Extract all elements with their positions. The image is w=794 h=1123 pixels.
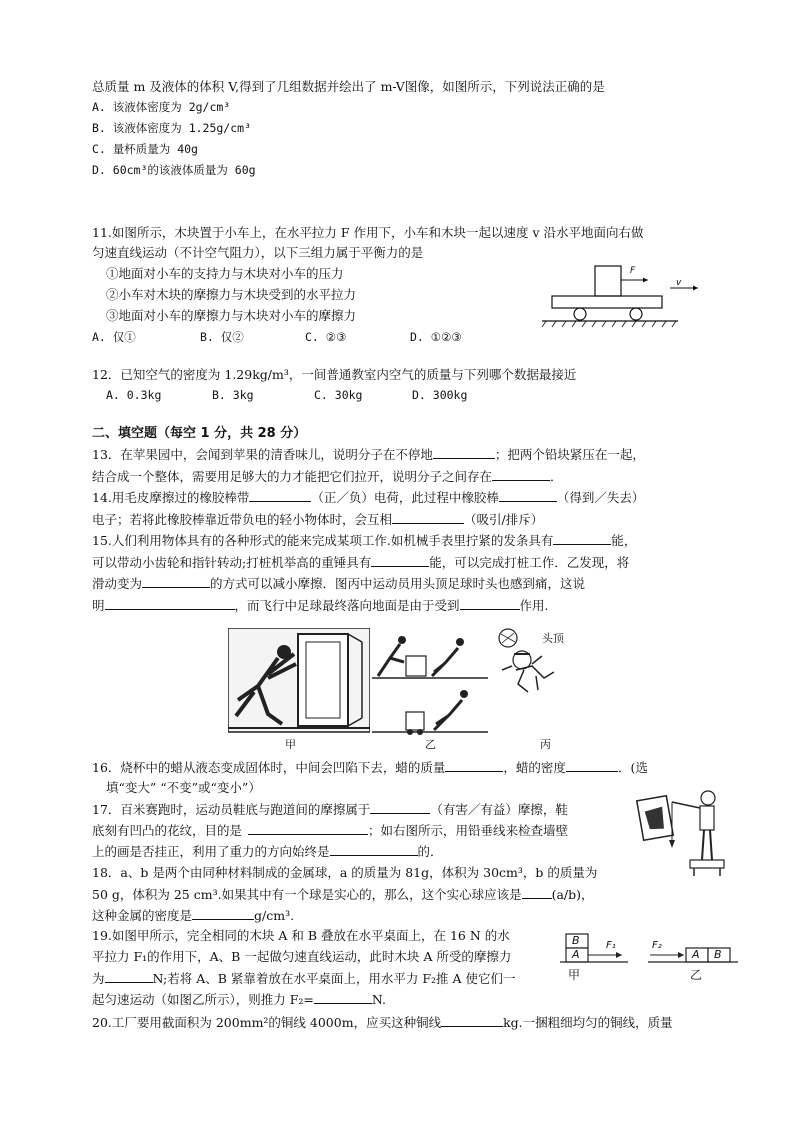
q15-line1: 15.人们利用物体具有的各种形式的能来完成某项工作.如机械手表里拧紧的发条具有 能， bbox=[92, 533, 637, 548]
answer-blank[interactable] bbox=[392, 511, 464, 524]
wood-block bbox=[595, 266, 621, 296]
q19-line1: 19.如图甲所示，完全相同的木块 A 和 B 叠放在水平桌面上，在 16 N 的水 bbox=[92, 928, 510, 943]
label-b: B bbox=[572, 934, 580, 947]
q11-item-3: ③地面对小车的摩擦力与木块对小车的摩擦力 bbox=[106, 308, 357, 323]
figure-label-yi: 乙 bbox=[425, 738, 436, 751]
answer-blank[interactable] bbox=[441, 1014, 503, 1027]
q12-option-d: D. 300kg bbox=[412, 388, 468, 402]
answer-blank[interactable] bbox=[370, 801, 430, 814]
cart-wheel bbox=[574, 308, 586, 320]
q11-line2: 匀速直线运动（不计空气阻力），以下三组力属于平衡力的是 bbox=[92, 245, 424, 260]
q14-line1: 14.用毛皮摩擦过的橡胶棒带 （正／负）电荷，此过程中橡胶棒 （得到／失去） bbox=[92, 490, 645, 505]
answer-blank[interactable] bbox=[192, 907, 254, 920]
q13-line2: 结合成一个整体，需要用足够大的力才能把它们拉开，说明分子之间存在 ． bbox=[92, 469, 563, 484]
figure-yi-pushing-box bbox=[372, 628, 488, 736]
q10-option-c: C. 量杯质量为 40g bbox=[92, 142, 198, 156]
q10-stem: 总质量 m 及液体的体积 V,得到了几组数据并绘出了 m-V图像，如图所示，下列说法正确的是 bbox=[92, 79, 605, 94]
q14-line2: 电子；若将此橡胶棒靠近带负电的轻小物体时，会互相 （吸引/排斥） bbox=[92, 512, 544, 527]
q15-line2: 可以带动小齿轮和指针转动;打桩机举高的重锤具有 能，可以完成打桩工作．乙发现，将 bbox=[92, 555, 630, 570]
q11-item-2: ②小车对木块的摩擦力与木块受到的水平拉力 bbox=[106, 287, 357, 302]
answer-blank[interactable] bbox=[330, 843, 418, 856]
answer-blank[interactable] bbox=[522, 886, 552, 899]
cart-wheel bbox=[630, 308, 642, 320]
q11-option-a: A. 仅① bbox=[92, 330, 136, 344]
answer-blank[interactable] bbox=[445, 759, 503, 772]
q11-line1: 11.如图所示，木块置于小车上，在水平拉力 F 作用下，小车和木块一起以速度 v 沿水平地面向右做 bbox=[92, 225, 644, 240]
q11-cart-figure bbox=[540, 258, 715, 330]
answer-blank[interactable] bbox=[248, 822, 368, 835]
label-a: A bbox=[572, 948, 580, 961]
q15-line3: 滑动变为 的方式可以减小摩擦．图丙中运动员用头顶足球时头也感到痛，这说 bbox=[92, 576, 586, 591]
label-jia: 甲 bbox=[568, 968, 581, 982]
q11-option-c: C. ②③ bbox=[305, 330, 347, 344]
cart-body bbox=[552, 296, 662, 308]
q20-line1: 20.工厂要用截面积为 200mm²的铜线 4000m，应买这种铜线 kg.一捆粗细均匀的铜线，质量 bbox=[92, 1015, 673, 1030]
figure-label-bing: 丙 bbox=[540, 738, 551, 751]
label-f2: F₂ bbox=[652, 940, 662, 951]
answer-blank[interactable] bbox=[433, 446, 495, 459]
q16-line1: 16．烧杯中的蜡从液态变成固体时，中间会凹陷下去，蜡的质量 ，蜡的密度 ．(选 bbox=[92, 760, 648, 775]
answer-blank[interactable] bbox=[105, 597, 235, 610]
q13-line1: 13．在苹果园中，会闻到苹果的清香味儿，说明分子在不停地 ；把两个铅块紧压在一起， bbox=[92, 447, 645, 462]
answer-blank[interactable] bbox=[142, 575, 210, 588]
head-label: 头顶 bbox=[542, 632, 564, 645]
label-a2: A bbox=[692, 948, 700, 961]
label-yi: 乙 bbox=[690, 968, 703, 982]
q11-option-d: D. ①②③ bbox=[410, 330, 462, 344]
q17-line3: 上的画是否挂正，利用了重力的方向始终是 的． bbox=[92, 844, 443, 859]
q19-line4: 起匀速运动（如图乙所示），则推力 F₂= N. bbox=[92, 992, 387, 1007]
q10-option-a: A. 该液体密度为 2g/cm³ bbox=[92, 100, 231, 114]
force-label: F bbox=[630, 266, 636, 276]
q18-line1: 18．a、b 是两个由同种材料制成的金属球，a 的质量为 81g，体积为 30cm³，b 的质量为 bbox=[92, 865, 598, 880]
q19-line2: 平拉力 F₁的作用下，A、B 一起做匀速直线运动，此时木块 A 所受的摩擦力 bbox=[92, 949, 512, 964]
answer-blank[interactable] bbox=[492, 468, 550, 481]
figure-blocks bbox=[560, 930, 740, 970]
q19-line3: 为 N;若将 A、B 紧靠着放在水平桌面上，用水平力 F₂推 A 使它们一 bbox=[92, 971, 516, 986]
q16-line2: 填“变大” “不变”或“变小”） bbox=[106, 780, 261, 795]
q12-option-b: B. 3kg bbox=[212, 388, 254, 402]
answer-blank[interactable] bbox=[371, 554, 429, 567]
q18-line3: 这种金属的密度是 g/cm³. bbox=[92, 908, 295, 923]
answer-blank[interactable] bbox=[553, 532, 611, 545]
section-title: 二、填空题（每空 1 分，共 28 分） bbox=[92, 426, 307, 441]
q12-stem: 12．已知空气的密度为 1.29kg/m³，一间普通教室内空气的质量与下列哪个数据最接近 bbox=[92, 367, 577, 382]
answer-blank[interactable] bbox=[249, 489, 311, 502]
label-b2: B bbox=[714, 948, 722, 961]
answer-blank[interactable] bbox=[499, 489, 557, 502]
label-f1: F₁ bbox=[606, 940, 616, 951]
answer-blank[interactable] bbox=[314, 991, 372, 1004]
answer-blank[interactable] bbox=[105, 970, 153, 983]
q15-line4: 明 ，而飞行中足球最终落向地面是由于受到 作用. bbox=[92, 598, 549, 613]
q17-line2: 底刻有凹凸的花纹，目的是 ；如右图所示，用铅垂线来检查墙壁 bbox=[92, 823, 569, 838]
q12-option-a: A. 0.3kg bbox=[106, 388, 162, 402]
q11-option-b: B. 仅② bbox=[200, 330, 244, 344]
q12-option-c: C. 30kg bbox=[314, 388, 363, 402]
figure-label-jia: 甲 bbox=[285, 738, 296, 751]
answer-blank[interactable] bbox=[460, 597, 520, 610]
q11-item-1: ①地面对小车的支持力与木块对小车的压力 bbox=[106, 266, 344, 281]
figure-jia-pushing-door bbox=[228, 628, 370, 736]
figure-plumb-line-check bbox=[636, 788, 728, 880]
q18-line2: 50 g，体积为 25 cm³.如果其中有一个球是实心的，那么，这个实心球应该是 (a/b)， bbox=[92, 887, 594, 902]
q10-option-d: D. 60cm³的该液体质量为 60g bbox=[92, 163, 256, 177]
velocity-label: v bbox=[676, 278, 682, 288]
q17-line1: 17．百米赛跑时，运动员鞋底与跑道间的摩擦属于 （有害／有益）摩擦，鞋 bbox=[92, 802, 568, 817]
q10-option-b: B. 该液体密度为 1.25g/cm³ bbox=[92, 121, 252, 135]
answer-blank[interactable] bbox=[566, 759, 618, 772]
